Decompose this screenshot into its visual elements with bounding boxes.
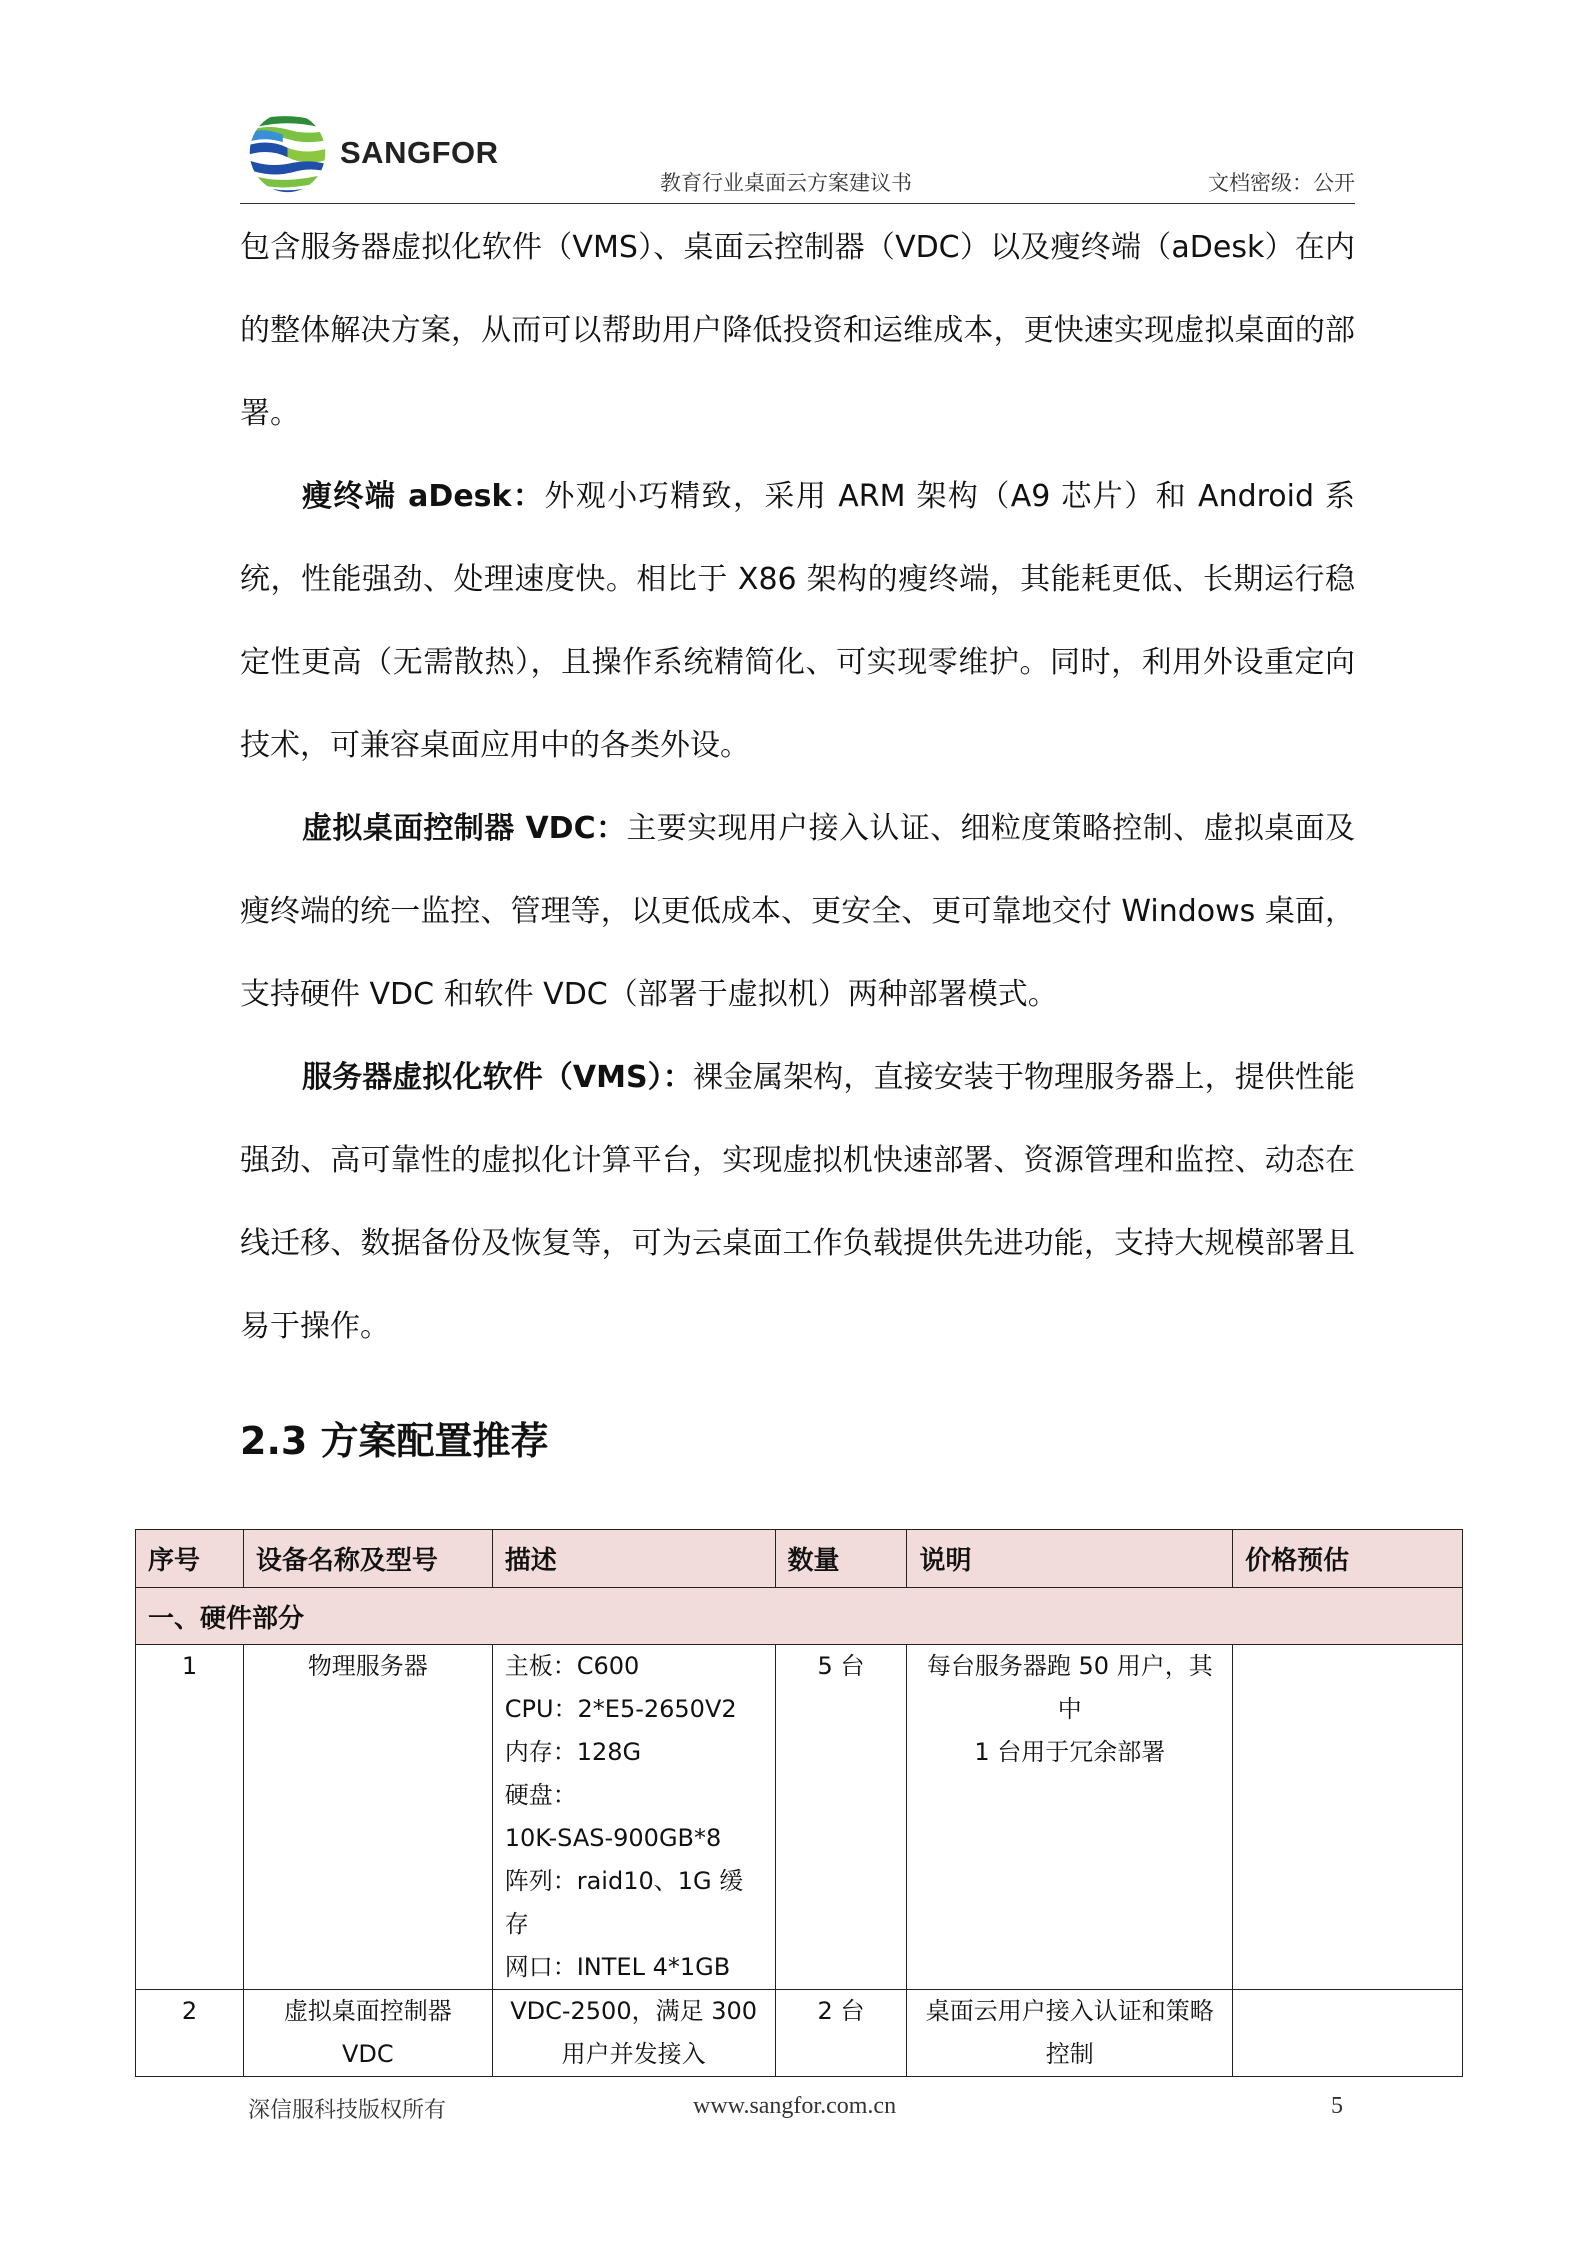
paragraph-lead: 服务器虚拟化软件（VMS）： [302,1060,693,1095]
column-header-quantity: 数量 [775,1530,907,1588]
column-header-no: 序号 [136,1530,244,1588]
document-classification: 文档密级：公开 [1208,171,1355,195]
section-label-hardware: 一、硬件部分 [136,1588,1463,1645]
header-divider [240,203,1355,204]
page-number: 5 [1331,2093,1343,2119]
cell-device: 物理服务器 [243,1645,492,1990]
cell-notes: 桌面云用户接入认证和策略 控制 [907,1990,1233,2077]
paragraph-vms [240,1036,1355,1368]
page-header [240,105,1355,205]
configuration-table [135,1529,1463,2077]
page-footer [240,2093,1355,2133]
cell-description: VDC-2500，满足 300 用户并发接入 [492,1990,775,2077]
cell-quantity: 2 台 [775,1990,907,2077]
body-text [240,206,1355,1368]
paragraph-intro [240,206,1355,455]
paragraph-adesk [240,455,1355,787]
cell-price [1233,1990,1463,2077]
column-header-notes: 说明 [907,1530,1233,1588]
document-title: 教育行业桌面云方案建议书 [660,171,912,195]
paragraph-lead: 虚拟桌面控制器 VDC： [302,811,627,846]
footer-copyright: 深信服科技版权所有 [248,2098,447,2123]
table-section-row [136,1588,1463,1645]
column-header-device: 设备名称及型号 [243,1530,492,1588]
paragraph-lead: 瘦终端 aDesk： [302,479,545,514]
section-heading: 2.3 方案配置推荐 [240,1419,549,1463]
paragraph-text: 主要实现用户接入认证、细粒度策略控制、虚拟桌面及瘦终端的统一监控、管理等，以更低成本、更安全、更可靠地交付 Windows 桌面，支持硬件 VDC 和软件 VDC（部署于虚拟机）两种部署模式。 [240,811,1355,1012]
cell-no: 2 [136,1990,244,2077]
cell-notes: 每台服务器跑 50 用户，其中 1 台用于冗余部署 [907,1645,1233,1990]
cell-device: 虚拟桌面控制器 VDC [243,1990,492,2077]
paragraph-text: 外观小巧精致，采用 ARM 架构（A9 芯片）和 Android 系统，性能强劲、处理速度快。相比于 X86 架构的瘦终端，其能耗更低、长期运行稳定性更高（无需散热），且操作系统精简化、可实现零维护。同时，利用外设重定向技术，可兼容桌面应用中的各类外设。 [240,479,1356,763]
table-header-row [136,1530,1463,1588]
sangfor-logo-icon [240,110,335,195]
column-header-description: 描述 [492,1530,775,1588]
brand-name: SANGFOR [340,135,499,170]
paragraph-text: 裸金属架构，直接安装于物理服务器上，提供性能强劲、高可靠性的虚拟化计算平台，实现虚拟机快速部署、资源管理和监控、动态在线迁移、数据备份及恢复等，可为云桌面工作负载提供先进功能，支持大规模部署且易于操作。 [240,1060,1355,1344]
paragraph-text: 包含服务器虚拟化软件（VMS）、桌面云控制器（VDC）以及瘦终端（aDesk）在内的整体解决方案，从而可以帮助用户降低投资和运维成本，更快速实现虚拟桌面的部署。 [240,230,1355,431]
footer-website-link[interactable]: www.sangfor.com.cn [693,2093,897,2119]
table-row [136,1990,1463,2077]
paragraph-vdc [240,787,1355,1036]
cell-description: 主板：C600 CPU：2*E5-2650V2 内存：128G 硬盘： 10K-SAS-900GB*8 阵列：raid10、1G 缓存 网口：INTEL 4*1GB [492,1645,775,1990]
cell-quantity: 5 台 [775,1645,907,1990]
cell-no: 1 [136,1645,244,1990]
column-header-price: 价格预估 [1233,1530,1463,1588]
cell-price [1233,1645,1463,1990]
table-row [136,1645,1463,1990]
